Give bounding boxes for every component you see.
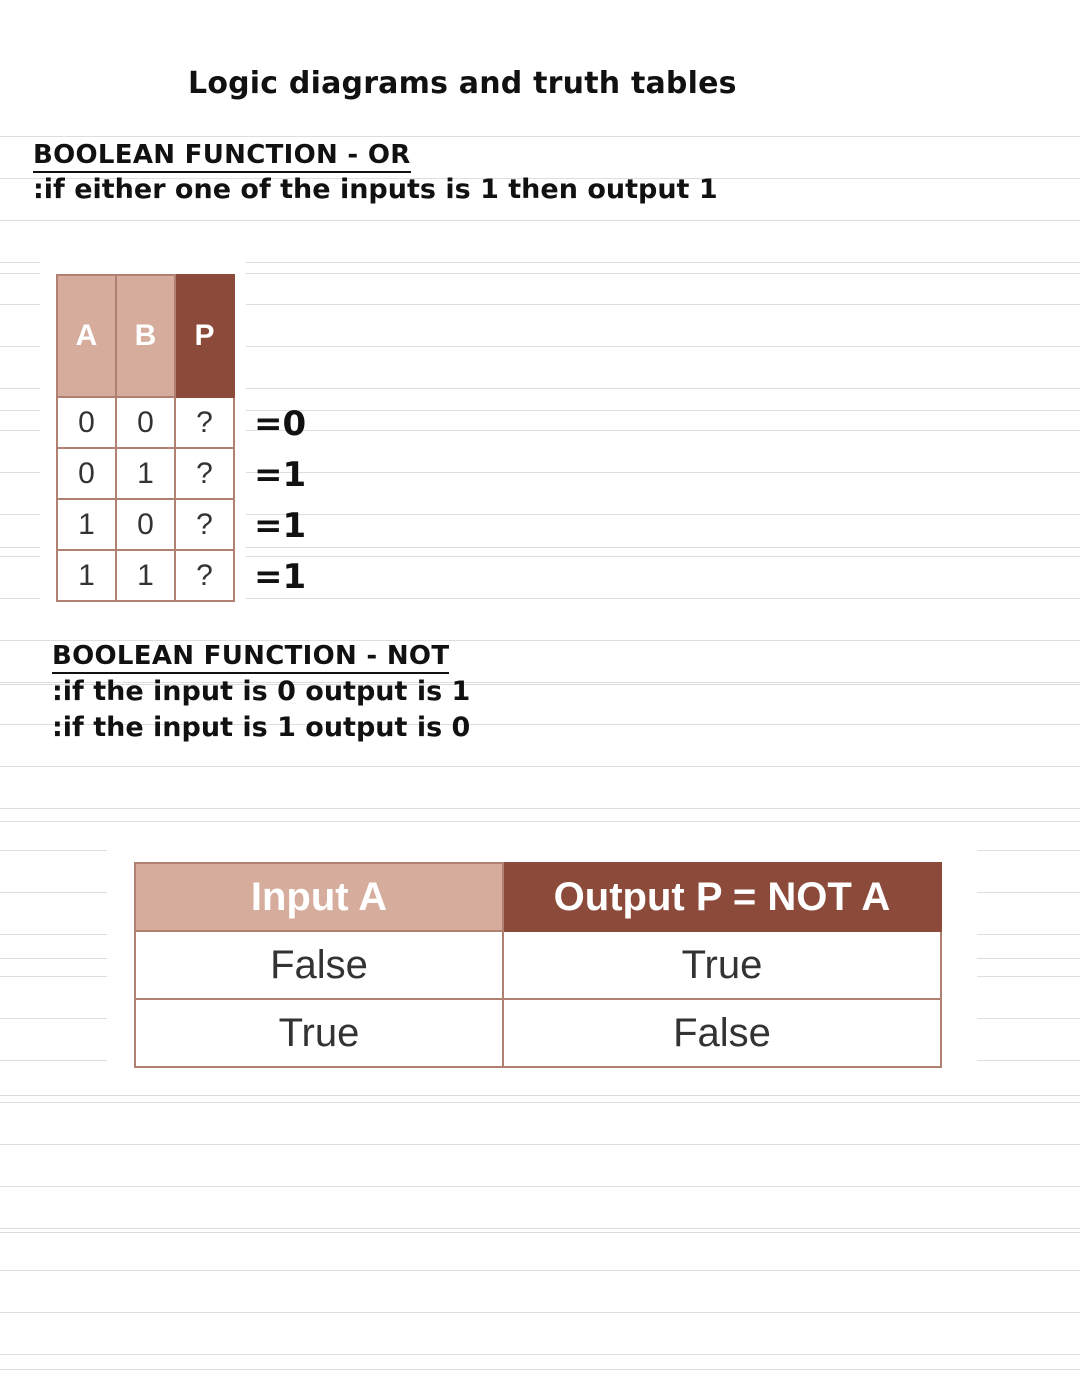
or-result-4: =1 <box>254 557 307 597</box>
table-cell: 0 <box>116 499 175 550</box>
table-cell: ? <box>175 397 234 448</box>
table-cell: 1 <box>57 499 116 550</box>
table-cell: False <box>135 931 503 999</box>
ruled-line <box>0 1270 1080 1271</box>
ruled-line <box>0 136 1080 137</box>
table-cell: 1 <box>116 550 175 601</box>
ruled-line <box>0 1228 1080 1229</box>
table-cell: ? <box>175 550 234 601</box>
ruled-line <box>0 1102 1080 1103</box>
not-truth-table-image <box>107 840 977 1090</box>
or-result-3: =1 <box>254 506 307 546</box>
table-cell: 0 <box>116 397 175 448</box>
table-cell: True <box>135 999 503 1067</box>
page-title: Logic diagrams and truth tables <box>188 66 737 101</box>
or-header-b: B <box>116 275 175 397</box>
table-row <box>135 931 941 999</box>
or-header-p: P <box>175 275 234 397</box>
table-cell: ? <box>175 448 234 499</box>
not-description-line-1: :if the input is 0 output is 1 <box>52 676 471 707</box>
ruled-line <box>0 808 1080 809</box>
table-cell: 0 <box>57 397 116 448</box>
table-cell: 1 <box>116 448 175 499</box>
or-truth-table-image <box>40 258 246 624</box>
or-heading: BOOLEAN FUNCTION - OR <box>33 140 411 173</box>
table-row <box>57 550 234 601</box>
ruled-line <box>0 220 1080 221</box>
table-cell: 0 <box>57 448 116 499</box>
not-header-output: Output P = NOT A <box>503 863 941 931</box>
or-result-1: =0 <box>254 404 307 444</box>
not-truth-table <box>134 862 942 1068</box>
table-row <box>57 397 234 448</box>
ruled-line <box>0 1144 1080 1145</box>
or-description: :if either one of the inputs is 1 then output 1 <box>33 174 718 205</box>
table-cell: False <box>503 999 941 1067</box>
ruled-line <box>0 1312 1080 1313</box>
table-cell: 1 <box>57 550 116 601</box>
not-heading: BOOLEAN FUNCTION - NOT <box>52 641 449 674</box>
table-cell: True <box>503 931 941 999</box>
ruled-line <box>0 1186 1080 1187</box>
not-description-line-2: :if the input is 1 output is 0 <box>52 712 471 743</box>
ruled-line <box>0 766 1080 767</box>
table-row <box>57 499 234 550</box>
table-row <box>135 999 941 1067</box>
or-truth-table <box>56 274 235 602</box>
table-cell: ? <box>175 499 234 550</box>
table-row <box>57 448 234 499</box>
not-header-input: Input A <box>135 863 503 931</box>
or-result-2: =1 <box>254 455 307 495</box>
or-header-a: A <box>57 275 116 397</box>
ruled-line <box>0 1354 1080 1355</box>
